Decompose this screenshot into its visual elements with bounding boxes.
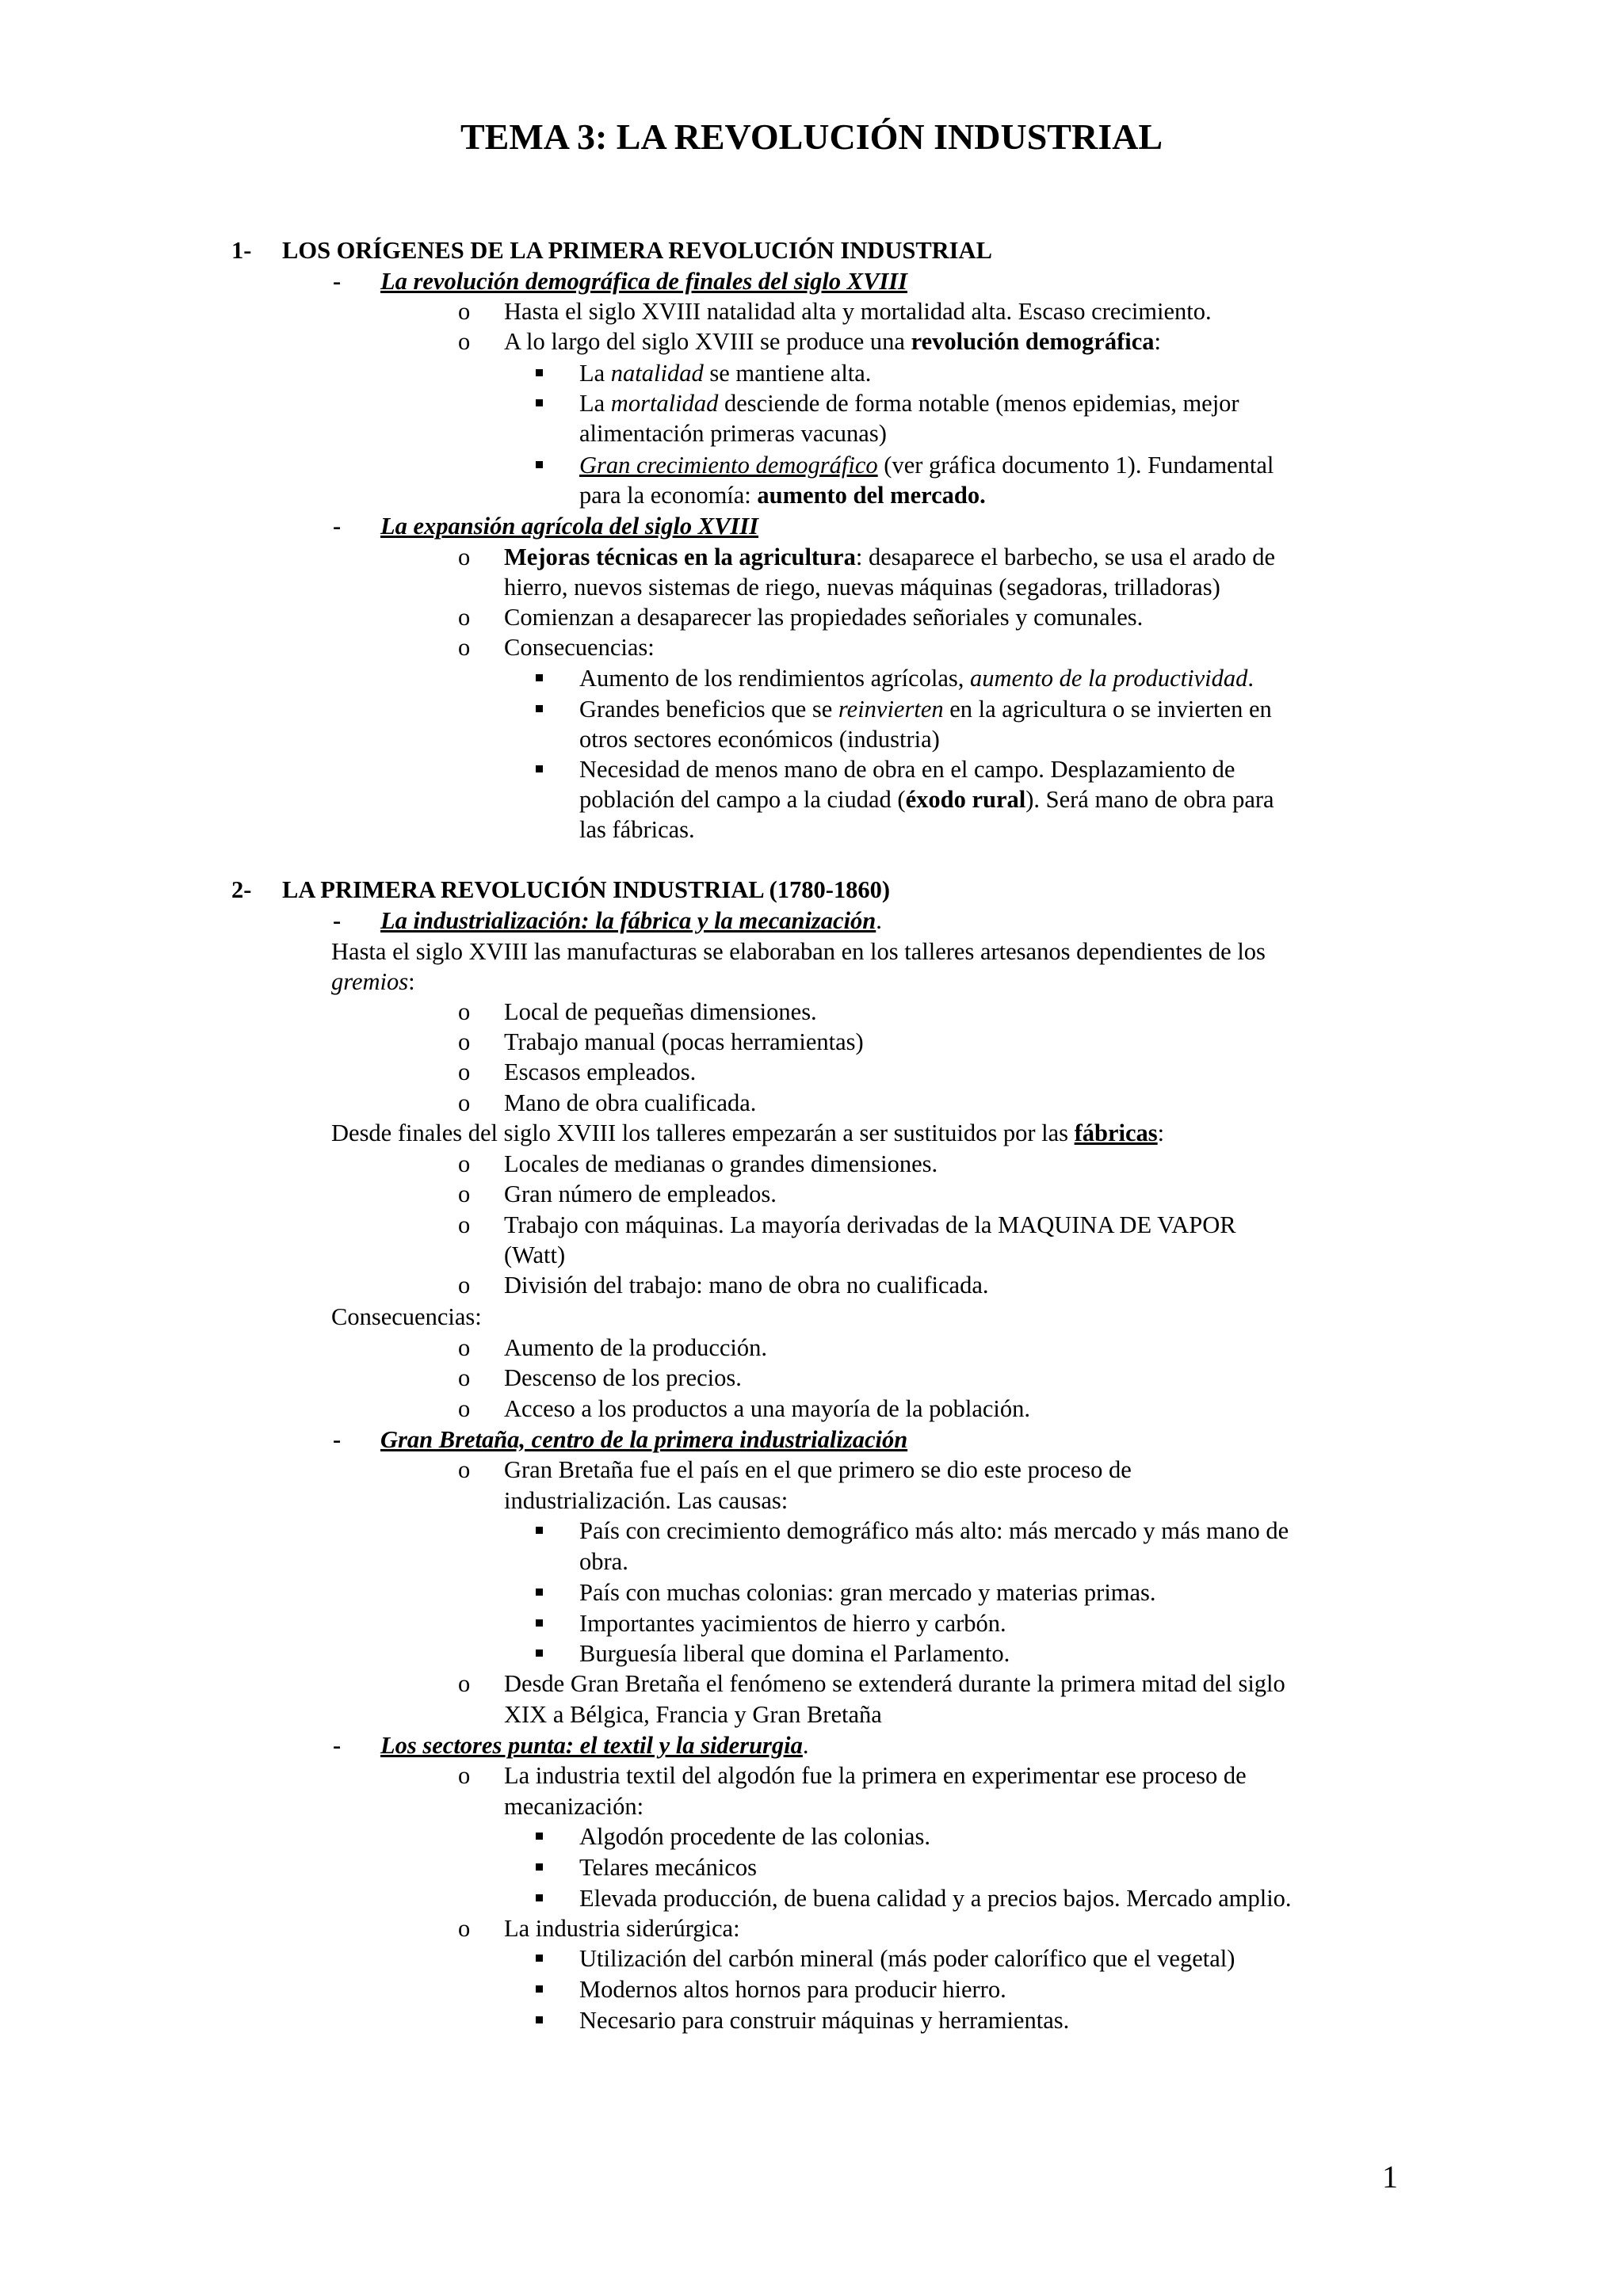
list-item — [0, 1883, 1623, 1913]
subsection-heading-seg: La industrialización: la fábrica y la mecanización — [380, 907, 876, 934]
subsection-heading-seg: Los sectores punta: el textil y la siderurgia — [380, 1732, 803, 1759]
list-item — [0, 296, 1623, 326]
list-item-text-seg: Necesidad de menos mano de obra en el campo. Desplazamiento de — [579, 756, 1235, 783]
list-item — [0, 1057, 1623, 1087]
circle-bullet-icon: o — [458, 1456, 471, 1483]
section-heading-seg: LA PRIMERA REVOLUCIÓN INDUSTRIAL (1780-1860) — [282, 876, 891, 903]
circle-bullet-icon: o — [458, 328, 471, 355]
dash-bullet: - — [333, 1732, 342, 1759]
list-item-text-seg: Acceso a los productos a una mayoría de la población. — [504, 1395, 1031, 1422]
list-item — [0, 1149, 1623, 1179]
circle-bullet-icon: o — [458, 1028, 471, 1055]
list-item — [0, 1333, 1623, 1363]
list-item — [0, 2005, 1623, 2035]
list-item-text-seg: Descenso de los precios. — [504, 1364, 742, 1391]
subsection-heading — [0, 1730, 1623, 1760]
list-item-text-seg: : — [1157, 1119, 1165, 1146]
list-item-text-seg: Consecuencias: — [504, 634, 655, 661]
list-item-text-seg: Importantes yacimientos de hierro y carbón. — [579, 1610, 1006, 1637]
circle-bullet-icon: o — [458, 1670, 471, 1697]
list-item — [0, 542, 1623, 572]
list-item — [0, 754, 1623, 784]
list-item-text-seg: País con muchas colonias: gran mercado y materias primas. — [579, 1579, 1156, 1606]
list-item-text-seg: (ver gráfica documento 1). Fundamental — [877, 452, 1274, 479]
circle-bullet-icon: o — [458, 543, 471, 570]
list-item-text-seg: País con crecimiento demográfico más alto: más mercado y más mano de — [579, 1517, 1289, 1544]
circle-bullet-icon: o — [458, 1364, 471, 1391]
square-bullet-icon — [536, 663, 543, 693]
list-item — [0, 1577, 1623, 1608]
list-item — [0, 1791, 1623, 1821]
square-bullet-icon — [536, 1608, 543, 1638]
square-bullet-icon — [536, 1821, 543, 1852]
list-item-text-seg: mecanización: — [504, 1793, 644, 1820]
list-item-text-seg: población del campo a la ciudad ( — [579, 786, 906, 813]
list-item — [0, 418, 1623, 448]
list-item — [0, 1638, 1623, 1669]
section-heading-seg: LOS ORÍGENES DE LA PRIMERA REVOLUCIÓN INDUSTRIAL — [282, 237, 992, 264]
square-bullet-icon — [536, 2005, 543, 2035]
list-item-text-seg: Necesario para construir máquinas y herramientas. — [579, 2007, 1070, 2034]
list-item-text-seg: XIX a Bélgica, Francia y Gran Bretaña — [504, 1701, 882, 1728]
list-item — [0, 1394, 1623, 1424]
list-item — [0, 358, 1623, 388]
list-item — [0, 1455, 1623, 1485]
subsection-heading-seg: . — [876, 907, 882, 934]
list-item-text-seg: Aumento de la producción. — [504, 1334, 768, 1361]
list-item — [0, 326, 1623, 357]
square-bullet-icon — [536, 1883, 543, 1913]
dash-bullet: - — [333, 513, 342, 540]
circle-bullet-icon: o — [458, 298, 471, 325]
list-item — [0, 1179, 1623, 1209]
list-item-text-seg: Locales de medianas o grandes dimensiones. — [504, 1150, 938, 1177]
list-item-text-seg: (Watt) — [504, 1241, 566, 1268]
square-bullet-icon — [536, 388, 543, 418]
list-item-text-seg: natalidad — [610, 360, 704, 387]
list-item-text-seg: ). Será mano de obra para — [1025, 786, 1274, 813]
square-bullet-icon — [536, 450, 543, 480]
list-item-text-seg: Utilización del carbón mineral (más poder calorífico que el vegetal) — [579, 1945, 1235, 1972]
list-item — [0, 450, 1623, 480]
list-item-text-seg: fábricas — [1074, 1119, 1158, 1146]
list-item — [0, 724, 1623, 754]
list-item-text-seg: Elevada producción, de buena calidad y a precios bajos. Mercado amplio. — [579, 1885, 1292, 1912]
list-item — [0, 1088, 1623, 1118]
section-heading — [0, 235, 1623, 265]
list-item-text-seg: otros sectores económicos (industria) — [579, 726, 940, 753]
list-item — [0, 1210, 1623, 1240]
list-item — [0, 997, 1623, 1027]
list-item-text-seg: . — [1247, 665, 1254, 692]
list-item — [0, 1974, 1623, 2004]
circle-bullet-icon: o — [458, 634, 471, 661]
list-item — [0, 1669, 1623, 1699]
circle-bullet-icon: o — [458, 1058, 471, 1085]
list-item-text-seg: Local de pequeñas dimensiones. — [504, 998, 817, 1025]
section-number: 2- — [231, 876, 252, 903]
circle-bullet-icon: o — [458, 1915, 471, 1942]
list-item-text-seg: División del trabajo: mano de obra no cualificada. — [504, 1272, 989, 1299]
list-item — [0, 1516, 1623, 1546]
list-item-text-seg: Trabajo con máquinas. La mayoría derivadas de la MAQUINA DE VAPOR — [504, 1211, 1236, 1238]
list-item — [0, 632, 1623, 662]
list-item-text-seg: : — [408, 968, 415, 995]
list-item-text-seg: desciende de forma notable (menos epidemias, mejor — [718, 390, 1239, 417]
square-bullet-icon — [536, 1974, 543, 2004]
list-item-text-seg: Mejoras técnicas en la agricultura — [504, 543, 856, 570]
list-item-text-seg: alimentación primeras vacunas) — [579, 420, 887, 447]
subsection-heading — [0, 266, 1623, 296]
list-item-text-seg: Gran crecimiento demográfico — [579, 452, 878, 479]
list-item — [0, 1760, 1623, 1791]
circle-bullet-icon: o — [458, 1272, 471, 1299]
list-item — [0, 663, 1623, 693]
subsection-heading — [0, 906, 1623, 936]
list-item — [0, 1027, 1623, 1057]
list-item-text-seg: Escasos empleados. — [504, 1058, 697, 1085]
list-item — [0, 1943, 1623, 1974]
document-title: TEMA 3: LA REVOLUCIÓN INDUSTRIAL — [460, 116, 1163, 157]
list-item-text-seg: La — [579, 390, 611, 417]
list-item-text-seg: las fábricas. — [579, 816, 695, 843]
square-bullet-icon — [536, 1943, 543, 1974]
square-bullet-icon — [536, 358, 543, 388]
section-heading — [0, 875, 1623, 905]
list-item — [0, 1608, 1623, 1638]
list-item-text-seg: Hasta el siglo XVIII las manufacturas se elaboraban en los talleres artesanos dependientes de los — [331, 938, 1266, 965]
list-item — [0, 1699, 1623, 1730]
list-item-text-seg: para la economía: — [579, 482, 758, 509]
list-item-text-seg: éxodo rural — [905, 786, 1026, 813]
list-item — [0, 1118, 1623, 1148]
list-item — [0, 814, 1623, 845]
list-item-text-seg: aumento de la productividad — [969, 665, 1248, 692]
circle-bullet-icon: o — [458, 998, 471, 1025]
subsection-heading — [0, 1425, 1623, 1455]
list-item — [0, 1821, 1623, 1852]
list-item-text-seg: : desaparece el barbecho, se usa el arado de — [855, 543, 1276, 570]
list-item-text-seg: reinvierten — [838, 696, 944, 723]
list-item-text-seg: Mano de obra cualificada. — [504, 1089, 757, 1116]
list-item — [0, 967, 1623, 997]
circle-bullet-icon: o — [458, 1334, 471, 1361]
list-item — [0, 784, 1623, 814]
list-item-text-seg: Desde finales del siglo XVIII los talleres empezarán a ser sustituidos por las — [331, 1119, 1075, 1146]
circle-bullet-icon: o — [458, 604, 471, 631]
dash-bullet: - — [333, 907, 342, 934]
list-item — [0, 1363, 1623, 1393]
list-item-text-seg: en la agricultura o se invierten en — [943, 696, 1272, 723]
circle-bullet-icon: o — [458, 1211, 471, 1238]
square-bullet-icon — [536, 754, 543, 784]
list-item — [0, 1852, 1623, 1882]
list-item-text-seg: revolución demográfica — [911, 328, 1155, 355]
subsection-heading-seg: La expansión agrícola del siglo XVIII — [380, 513, 759, 540]
section-number: 1- — [231, 237, 252, 264]
list-item-text-seg: gremios — [331, 968, 409, 995]
square-bullet-icon — [536, 1852, 543, 1882]
list-item-text-seg: La industria textil del algodón fue la primera en experimentar ese proceso de — [504, 1762, 1247, 1789]
list-item — [0, 936, 1623, 967]
subsection-heading-seg: La revolución demográfica de finales del siglo XVIII — [380, 268, 908, 295]
list-item-text-seg: industrialización. Las causas: — [504, 1487, 789, 1514]
circle-bullet-icon: o — [458, 1180, 471, 1207]
circle-bullet-icon: o — [458, 1089, 471, 1116]
list-item-text-seg: aumento del mercado. — [757, 482, 986, 509]
page-number: 1 — [1382, 2159, 1398, 2195]
list-item-text-seg: Algodón procedente de las colonias. — [579, 1823, 930, 1850]
list-item-text-seg: hierro, nuevos sistemas de riego, nuevas máquinas (segadoras, trilladoras) — [504, 574, 1220, 601]
list-item — [0, 1270, 1623, 1300]
list-item — [0, 1913, 1623, 1943]
list-item-text-seg: Trabajo manual (pocas herramientas) — [504, 1028, 864, 1055]
subsection-heading — [0, 511, 1623, 541]
square-bullet-icon — [536, 1638, 543, 1669]
list-item-text-seg: Consecuencias: — [331, 1303, 482, 1330]
list-item-text-seg: mortalidad — [610, 390, 719, 417]
list-item-text-seg: La — [579, 360, 611, 387]
list-item-text-seg: La industria siderúrgica: — [504, 1915, 740, 1942]
list-item-text-seg: Comienzan a desaparecer las propiedades señoriales y comunales. — [504, 604, 1144, 631]
list-item — [0, 694, 1623, 724]
list-item-text-seg: se mantiene alta. — [703, 360, 872, 387]
square-bullet-icon — [536, 1577, 543, 1608]
list-item-text-seg: Gran Bretaña fue el país en el que primero se dio este proceso de — [504, 1456, 1132, 1483]
square-bullet-icon — [536, 1516, 543, 1546]
list-item-text-seg: A lo largo del siglo XVIII se produce una — [504, 328, 911, 355]
list-item-text-seg: obra. — [579, 1548, 628, 1575]
list-item — [0, 388, 1623, 418]
circle-bullet-icon: o — [458, 1395, 471, 1422]
dash-bullet: - — [333, 268, 342, 295]
dash-bullet: - — [333, 1426, 342, 1453]
circle-bullet-icon: o — [458, 1150, 471, 1177]
list-item — [0, 1240, 1623, 1270]
list-item-text-seg: Aumento de los rendimientos agrícolas, — [579, 665, 970, 692]
list-item — [0, 1302, 1623, 1332]
list-item-text-seg: : — [1154, 328, 1161, 355]
square-bullet-icon — [536, 694, 543, 724]
subsection-heading-seg: . — [802, 1732, 809, 1759]
list-item-text-seg: Desde Gran Bretaña el fenómeno se extenderá durante la primera mitad del siglo — [504, 1670, 1285, 1697]
list-item — [0, 602, 1623, 632]
list-item — [0, 1547, 1623, 1577]
circle-bullet-icon: o — [458, 1762, 471, 1789]
list-item-text-seg: Telares mecánicos — [579, 1854, 757, 1881]
list-item-text-seg: Burguesía liberal que domina el Parlamento. — [579, 1640, 1010, 1667]
list-item-text-seg: Modernos altos hornos para producir hierro. — [579, 1976, 1006, 2003]
list-item — [0, 480, 1623, 510]
list-item — [0, 1486, 1623, 1516]
list-item-text-seg: Gran número de empleados. — [504, 1180, 777, 1207]
list-item-text-seg: Hasta el siglo XVIII natalidad alta y mortalidad alta. Escaso crecimiento. — [504, 298, 1212, 325]
list-item — [0, 572, 1623, 602]
list-item-text-seg: Grandes beneficios que se — [579, 696, 838, 723]
subsection-heading-seg: Gran Bretaña, centro de la primera industrialización — [380, 1426, 908, 1453]
